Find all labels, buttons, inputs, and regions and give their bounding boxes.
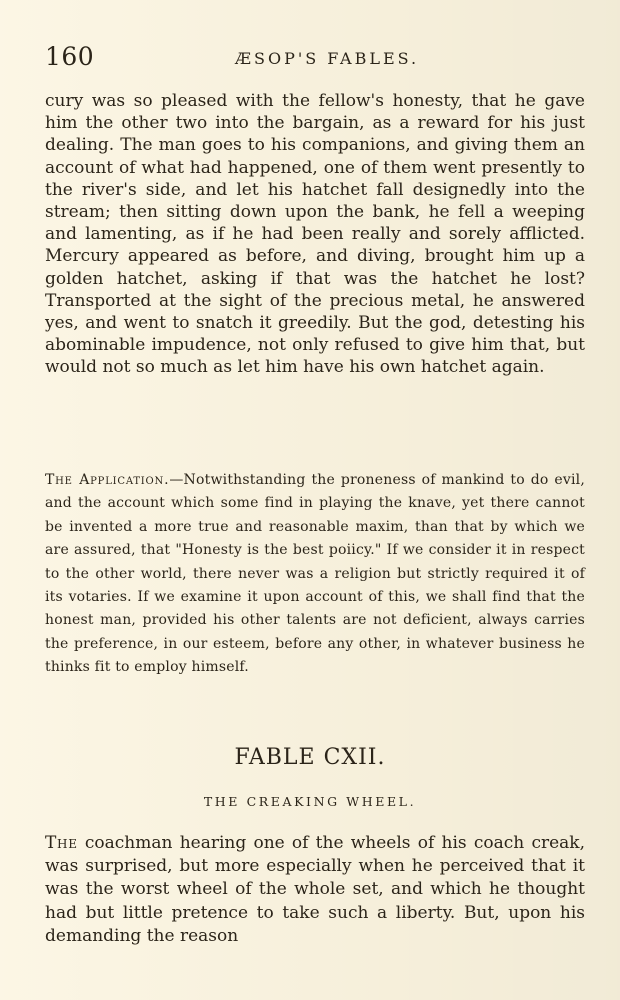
fable-title: FABLE CXII. <box>234 745 386 770</box>
running-title: ÆSOP'S FABLES. <box>235 49 420 68</box>
fable-body-text: coachman hearing one of the wheels of his coach creak, was surprised, but more especially when he perceived that it was the worst wheel of the whole set, and which he thought had but little pretence to take such a liberty. But, upon his demanding the reason <box>45 833 585 946</box>
application-text: —Notwithstanding the proneness of mankind to do evil, and the account which some find in playing the knave, yet there cannot be invented a more true and reasonable maxim, than that by which we are assured, that "Honesty is the best poiicy." If we consider it in respect to the other world, there never was a religion but strictly required it of its votaries. If we examine it upon account of this, we shall find that the honest man, provided his other talents are not deficient, always carries the preference, in our esteem, before any other, in whatever business he thinks fit to employ himself. <box>45 472 585 676</box>
page-header <box>45 42 585 76</box>
fable-first-word: The <box>45 833 78 853</box>
creaking-wheel-text <box>45 832 585 948</box>
fable-continuation-text: cury was so pleased with the fellow's honesty, that he gave him the other two into the bargain, as a reward for his just dealing. The man goes to his companions, and giving them an account of what had happened, one of them went presently to the river's side, and let his hatchet fall designedly into the stream; then sitting down upon the bank, he fell a weeping and lamenting, as if he had been really and sorely afflicted. Mercury appeared as before, and diving, brought him up a golden hatchet, asking if that was the hatchet he lost? Transported at the sight of the precious metal, he answered yes, and went to snatch it greedily. But the god, detesting his abominable impudence, not only refused to give him that, but would not so much as let him have his own hatchet again. <box>45 91 585 378</box>
page-number: 160 <box>45 42 95 71</box>
application-label: The Application. <box>45 472 170 488</box>
fable-subtitle: THE CREAKING WHEEL. <box>203 794 417 809</box>
application-paragraph <box>45 469 585 680</box>
